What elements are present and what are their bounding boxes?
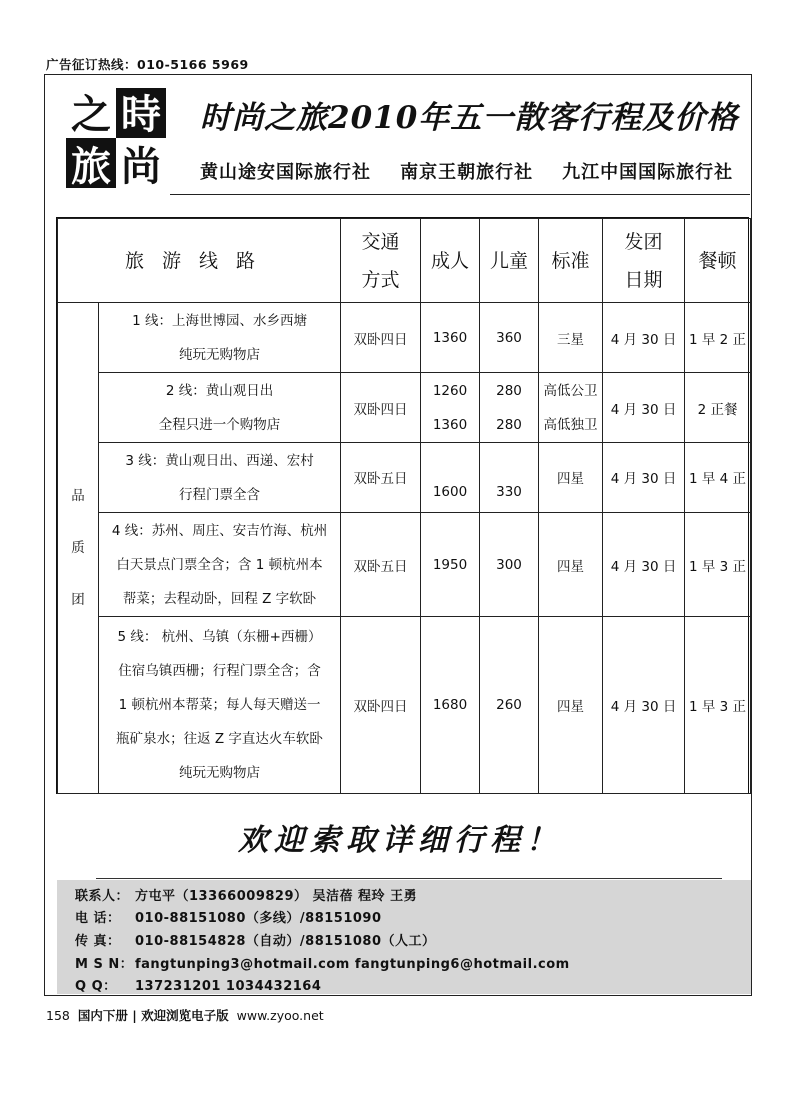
date-cell: 4 月 30 日 — [603, 513, 685, 617]
standard-cell: 三星 — [539, 303, 603, 373]
logo-char-1: 之 — [71, 91, 111, 138]
header-standard: 标准 — [539, 219, 603, 303]
header-adult: 成人 — [421, 219, 480, 303]
contact-msn-row: M S N： fangtunping3@hotmail.com fangtunping6@hotmail.com — [75, 957, 570, 972]
child-price-cell: 260 — [480, 617, 539, 794]
welcome-slogan: 欢迎索取详细行程！ — [238, 823, 562, 858]
date-cell: 4 月 30 日 — [603, 373, 685, 443]
transport-cell: 双卧四日 — [341, 617, 421, 794]
footer-url: www.zyoo.net — [236, 1008, 324, 1023]
transport-cell: 双卧五日 — [341, 443, 421, 513]
date-cell: 4 月 30 日 — [603, 303, 685, 373]
route-cell: 3 线：黄山观日出、西递、宏村 行程门票全含 — [99, 443, 341, 513]
header-departure: 发团 日期 — [603, 219, 685, 303]
itinerary-table — [56, 217, 749, 794]
child-price-cell: 330 — [480, 443, 539, 513]
page-number: 158 — [46, 1008, 70, 1023]
contact-msn: fangtunping3@hotmail.com fangtunping6@hotmail.com — [135, 957, 570, 972]
meals-cell: 1 早 3 正 — [685, 513, 751, 617]
transport-cell: 双卧四日 — [341, 303, 421, 373]
category-label: 品 质 团 — [58, 303, 99, 794]
child-price-cell: 360 — [480, 303, 539, 373]
table-row — [58, 373, 751, 443]
agency-name: 黄山途安国际旅行社 — [200, 162, 371, 183]
contact-phone: 010-88151080（多线）/88151090 — [135, 911, 382, 926]
table-header-row — [58, 219, 751, 303]
page-title: 时尚之旅2010年五一散客行程及价格 — [200, 100, 739, 136]
header-child: 儿童 — [480, 219, 539, 303]
header-meals: 餐顿 — [685, 219, 751, 303]
transport-cell: 双卧四日 — [341, 373, 421, 443]
contact-fax-row: 传 真： 010-88154828（自动）/88151080（人工） — [75, 934, 436, 949]
header-transport: 交通 方式 — [341, 219, 421, 303]
transport-cell: 双卧五日 — [341, 513, 421, 617]
logo-char-4: 尚 — [121, 143, 161, 190]
adult-price-cell: 1360 — [421, 303, 480, 373]
adult-price-cell: 1260 1360 — [421, 373, 480, 443]
table-row — [58, 443, 751, 513]
slogan-divider — [96, 878, 722, 879]
contact-people: 方屯平（13366009829） 吴洁蓓 程玲 王勇 — [135, 889, 418, 904]
adult-price-cell: 1680 — [421, 617, 480, 794]
standard-cell: 高低公卫 高低独卫 — [539, 373, 603, 443]
meals-cell: 2 正餐 — [685, 373, 751, 443]
contact-fax: 010-88154828（自动）/88151080（人工） — [135, 934, 436, 949]
logo-char-3: 旅 — [71, 143, 111, 190]
agency-list — [200, 158, 733, 184]
logo-char-2: 時 — [121, 91, 161, 138]
adult-price-cell: 1600 — [421, 443, 480, 513]
child-price-cell: 280 280 — [480, 373, 539, 443]
contact-qq-row: Q Q： 137231201 1034432164 — [75, 979, 322, 994]
table-row — [58, 513, 751, 617]
route-cell: 2 线：黄山观日出 全程只进一个购物店 — [99, 373, 341, 443]
meals-cell: 1 早 4 正 — [685, 443, 751, 513]
header-route: 旅游线路 — [58, 219, 341, 303]
contact-qq: 137231201 1034432164 — [135, 979, 322, 994]
date-cell: 4 月 30 日 — [603, 617, 685, 794]
standard-cell: 四星 — [539, 443, 603, 513]
contact-people-row: 联系人： 方屯平（13366009829） 吴洁蓓 程玲 王勇 — [75, 889, 418, 904]
route-cell: 5 线： 杭州、乌镇（东栅+西栅） 住宿乌镇西栅；行程门票全含；含 1 顿杭州本帮菜；每人每天赠送一 瓶矿泉水；往返 Z 字直达火车软卧 纯玩无购物店 — [99, 617, 341, 794]
meals-cell: 1 早 3 正 — [685, 617, 751, 794]
contact-panel — [57, 880, 751, 994]
ad-hotline: 广告征订热线：010-5166 5969 — [46, 57, 249, 72]
table-row — [58, 303, 751, 373]
table-row — [58, 617, 751, 794]
date-cell: 4 月 30 日 — [603, 443, 685, 513]
contact-phone-row: 电 话： 010-88151080（多线）/88151090 — [75, 911, 382, 926]
child-price-cell: 300 — [480, 513, 539, 617]
logo-seal — [62, 84, 170, 192]
standard-cell: 四星 — [539, 513, 603, 617]
page-footer — [46, 1006, 324, 1024]
route-cell: 4 线：苏州、周庄、安吉竹海、杭州 白天景点门票全含；含 1 顿杭州本 帮菜；去程动卧，回程 Z 字软卧 — [99, 513, 341, 617]
footer-section: 国内下册 | 欢迎浏览电子版 — [77, 1008, 229, 1023]
header-divider — [170, 194, 750, 195]
agency-name: 九江中国国际旅行社 — [562, 162, 734, 183]
agency-name: 南京王朝旅行社 — [400, 162, 534, 183]
standard-cell: 四星 — [539, 617, 603, 794]
route-cell: 1 线：上海世博园、水乡西塘 纯玩无购物店 — [99, 303, 341, 373]
adult-price-cell: 1950 — [421, 513, 480, 617]
meals-cell: 1 早 2 正 — [685, 303, 751, 373]
